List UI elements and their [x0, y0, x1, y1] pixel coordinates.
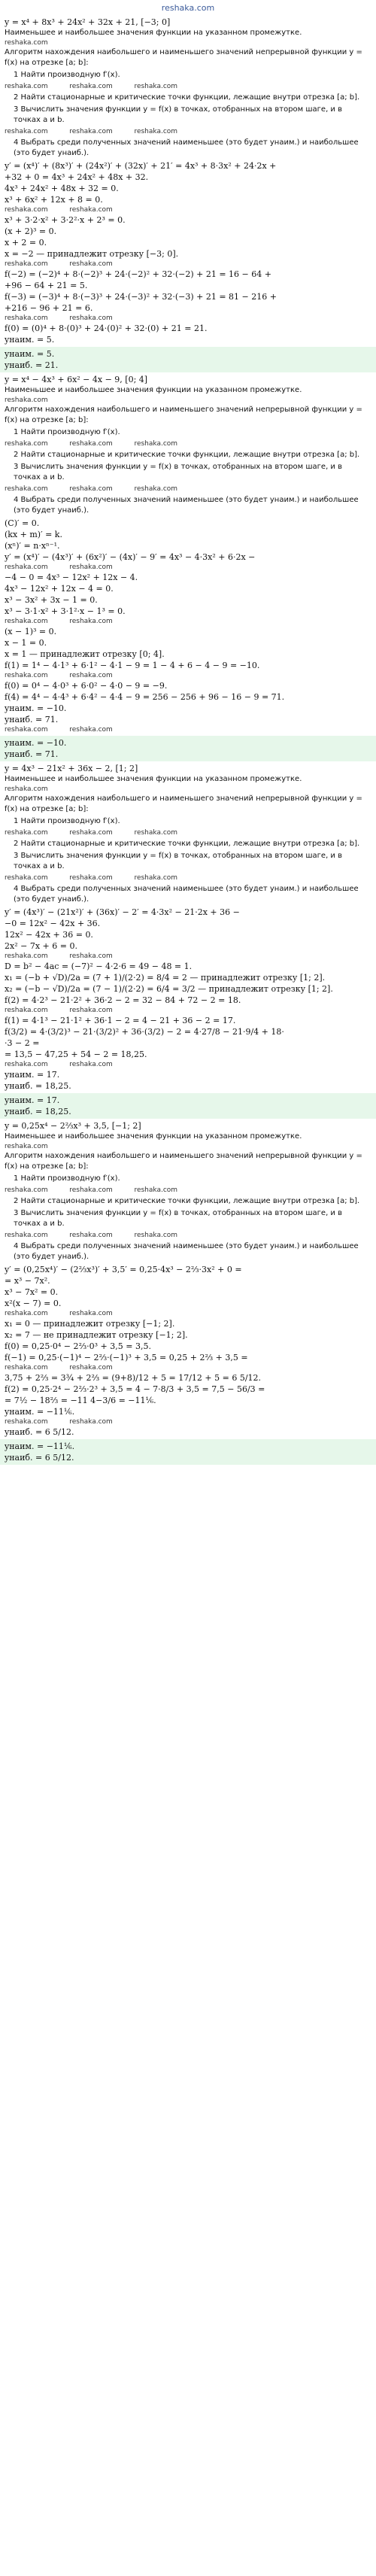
- watermark: reshaka.com: [69, 1061, 113, 1068]
- watermark: reshaka.com: [5, 1418, 48, 1426]
- watermark: reshaka.com: [69, 726, 113, 734]
- watermark-row: [5, 617, 371, 626]
- solution-line: x − 1 = 0.: [5, 638, 47, 648]
- solution-line: yнаиб. = 18,25.: [5, 1081, 71, 1091]
- solution-line: (C)′ = 0.: [5, 518, 40, 528]
- watermark: reshaka.com: [134, 829, 178, 837]
- watermark-row: [5, 1006, 371, 1015]
- solution-line: = 7½ − 18⅔ = −11 4−3/6 = −11⅙.: [5, 1396, 156, 1405]
- solution-line: yнаим. = −11⅙.: [5, 1407, 75, 1417]
- watermark: reshaka.com: [5, 785, 48, 793]
- solution-line: f(0) = (0)⁴ + 8·(0)³ + 24·(0)² + 32·(0) + 21 = 21.: [5, 324, 208, 333]
- task-formula: y = 4x³ − 21x² + 36x − 2, [1; 2]: [5, 764, 138, 773]
- answer-max: yнаиб. = 18,25.: [5, 1107, 71, 1116]
- watermark: reshaka.com: [5, 618, 48, 625]
- watermark: reshaka.com: [69, 1007, 113, 1014]
- watermark-row: [5, 725, 371, 734]
- task-section: [5, 17, 371, 372]
- task-section: [5, 763, 371, 1119]
- algorithm-title: Наименьшее и наибольшее значения функции на указанном промежутке.: [5, 29, 302, 37]
- solution-line: +32 + 0 = 4x³ + 24x² + 48x + 32.: [5, 172, 149, 182]
- watermark: reshaka.com: [5, 396, 48, 404]
- watermark: reshaka.com: [5, 440, 48, 448]
- watermark: reshaka.com: [69, 260, 113, 268]
- solution-line: x = −2 — принадлежит отрезку [−3; 0].: [5, 249, 179, 259]
- solution-line: f(1) = 4·1³ − 21·1² + 36·1 − 2 = 4 − 21 + 36 − 2 = 17.: [5, 1016, 236, 1025]
- solution-line: x³ + 3·2·x² + 3·2²·x + 2³ = 0.: [5, 215, 126, 225]
- watermark-row: [5, 1363, 371, 1372]
- solution-line: D = b² − 4ac = (−7)² − 4·2·6 = 49 − 48 = 1.: [5, 961, 193, 971]
- solution-line: y′ = (4x³)′ − (21x²)′ + (36x)′ − 2′ = 4·3x² − 21·2x + 36 −: [5, 907, 240, 917]
- watermark: reshaka.com: [134, 874, 178, 882]
- watermark-row: [5, 396, 371, 405]
- watermark: reshaka.com: [5, 726, 48, 734]
- watermark-row: [5, 38, 371, 47]
- watermark-row: [5, 314, 371, 323]
- solution-line: y′ = (x⁴)′ + (8x³)′ + (24x²)′ + (32x)′ + 21′ = 4x³ + 8·3x² + 24·2x +: [5, 161, 277, 171]
- solution-line: f(0) = 0⁴ − 4·0³ + 6·0² − 4·0 − 9 = −9.: [5, 681, 168, 691]
- algorithm-step: 3 Вычислить значения функции y = f(x) в точках, отобранных на втором шаге, и в точках a и b.: [14, 463, 342, 481]
- algorithm-intro: Алгоритм нахождения наибольшего и наименьшего значений непрерывной функции y = f(x) на отрезке [a; b]:: [5, 794, 362, 813]
- solution-line: (x + 2)³ = 0.: [5, 226, 57, 236]
- watermark: reshaka.com: [134, 83, 178, 90]
- watermark-row: [5, 1186, 371, 1195]
- algorithm-step: 1 Найти производную f′(x).: [14, 428, 120, 436]
- watermark: reshaka.com: [5, 672, 48, 679]
- solution-line: +216 − 96 + 21 = 6.: [5, 303, 93, 313]
- solution-line: x²(x − 7) = 0.: [5, 1299, 62, 1308]
- solution-line: yнаим. = 5.: [5, 335, 55, 345]
- answer-min: yнаим. = −11⅙.: [5, 1441, 75, 1451]
- solution-line: x₂ = 7 — не принадлежит отрезку [−1; 2].: [5, 1330, 188, 1340]
- watermark-row: [5, 1142, 371, 1151]
- watermark: reshaka.com: [69, 564, 113, 571]
- watermark: reshaka.com: [134, 440, 178, 448]
- solution-line: f(0) = 0,25·0⁴ − 2⅔·0³ + 3,5 = 3,5.: [5, 1341, 151, 1351]
- watermark: reshaka.com: [69, 618, 113, 625]
- watermark: reshaka.com: [69, 128, 113, 135]
- watermark: reshaka.com: [69, 1186, 113, 1194]
- watermark: reshaka.com: [134, 1232, 178, 1239]
- watermark: reshaka.com: [5, 564, 48, 571]
- watermark: reshaka.com: [5, 1310, 48, 1317]
- solution-line: f(−1) = 0,25·(−1)⁴ − 2⅔·(−1)³ + 3,5 = 0,25 + 2⅔ + 3,5 =: [5, 1353, 248, 1362]
- solution-line: 3,75 + 2⅔ = 3¾ + 2⅔ = (9+8)/12 + 5 = 17/12 + 5 = 6 5/12.: [5, 1373, 262, 1383]
- solution-line: (xⁿ)′ = n·xⁿ⁻¹.: [5, 541, 60, 551]
- watermark: reshaka.com: [134, 1186, 178, 1194]
- solution-line: 12x² − 42x + 36 = 0.: [5, 930, 93, 940]
- watermark-row: [5, 439, 371, 448]
- answer-min: yнаим. = 17.: [5, 1095, 60, 1105]
- site-header: [0, 0, 376, 17]
- solution-line: yнаиб. = 71.: [5, 715, 59, 724]
- solution-line: (x − 1)³ = 0.: [5, 627, 57, 636]
- watermark: reshaka.com: [69, 874, 113, 882]
- watermark: reshaka.com: [5, 1186, 48, 1194]
- watermark: reshaka.com: [5, 1143, 48, 1150]
- algorithm-step: 4 Выбрать среди полученных значений наименьшее (это будет yнаим.) и наибольшее (это будет yнаиб.).: [14, 496, 359, 515]
- watermark-row: [5, 563, 371, 572]
- solution-line: f(−2) = (−2)⁴ + 8·(−2)³ + 24·(−2)² + 32·(−2) + 21 = 16 − 64 +: [5, 269, 271, 279]
- watermark-row: [5, 82, 371, 91]
- solution-line: x₁ = (−b + √D)/2a = (7 + 1)/(2·2) = 8/4 = 2 — принадлежит отрезку [1; 2].: [5, 973, 326, 983]
- answer-min: yнаим. = 5.: [5, 349, 55, 359]
- solution-line: x₁ = 0 — принадлежит отрезку [−1; 2].: [5, 1319, 175, 1329]
- solution-line: −4 − 0 = 4x³ − 12x² + 12x − 4.: [5, 573, 138, 582]
- watermark: reshaka.com: [5, 128, 48, 135]
- watermark: reshaka.com: [69, 83, 113, 90]
- watermark: reshaka.com: [5, 1007, 48, 1014]
- task-formula: y = x⁴ + 8x³ + 24x² + 32x + 21, [−3; 0]: [5, 17, 171, 27]
- watermark: reshaka.com: [5, 1364, 48, 1372]
- solution-line: 4x³ + 24x² + 48x + 32 = 0.: [5, 184, 119, 193]
- solution-line: yнаиб. = 6 5/12.: [5, 1427, 74, 1437]
- watermark: reshaka.com: [5, 83, 48, 90]
- watermark-row: [5, 260, 371, 269]
- watermark: reshaka.com: [5, 39, 48, 47]
- solution-line: f(4) = 4⁴ − 4·4³ + 6·4² − 4·4 − 9 = 256 − 256 + 96 − 16 − 9 = 71.: [5, 692, 285, 702]
- watermark: reshaka.com: [5, 314, 48, 322]
- solution-line: y′ = (x⁴)′ − (4x³)′ + (6x²)′ − (4x)′ − 9′ = 4x³ − 4·3x² + 6·2x −: [5, 552, 256, 562]
- watermark-row: [5, 828, 371, 837]
- solution-line: x = 1 — принадлежит отрезку [0; 4].: [5, 649, 165, 659]
- watermark: reshaka.com: [69, 1232, 113, 1239]
- answer-box: [0, 1093, 376, 1119]
- watermark: reshaka.com: [69, 829, 113, 837]
- algorithm-step: 2 Найти стационарные и критические точки функции, лежащие внутри отрезка [a; b].: [14, 93, 360, 102]
- site-name: reshaka.com: [161, 3, 215, 13]
- solution-line: x₂ = (−b − √D)/2a = (7 − 1)/(2·2) = 6/4 = 3/2 — принадлежит отрезку [1; 2].: [5, 984, 333, 994]
- algorithm-step: 3 Вычислить значения функции y = f(x) в точках, отобранных на втором шаге, и в точках a и b.: [14, 1209, 342, 1228]
- watermark: reshaka.com: [69, 1364, 113, 1372]
- algorithm-step: 4 Выбрать среди полученных значений наименьшее (это будет yнаим.) и наибольшее (это будет yнаиб.).: [14, 885, 359, 904]
- solution-line: x³ − 3·1·x² + 3·1²·x − 1³ = 0.: [5, 606, 126, 616]
- answer-max: yнаиб. = 71.: [5, 749, 59, 759]
- watermark-row: [5, 952, 371, 961]
- watermark: reshaka.com: [69, 440, 113, 448]
- watermark-row: [5, 485, 371, 494]
- solution-line: f(3/2) = 4·(3/2)³ − 21·(3/2)² + 36·(3/2) − 2 = 4·27/8 − 21·9/4 + 18·: [5, 1027, 284, 1037]
- algorithm-step: 2 Найти стационарные и критические точки функции, лежащие внутри отрезка [a; b].: [14, 840, 360, 848]
- algorithm-intro: Алгоритм нахождения наибольшего и наименьшего значений непрерывной функции y = f(x) на отрезке [a; b]:: [5, 1152, 362, 1171]
- solution-line: f(−3) = (−3)⁴ + 8·(−3)³ + 24·(−3)² + 32·(−3) + 21 = 81 − 216 +: [5, 292, 277, 302]
- answer-box: [0, 347, 376, 372]
- task-section: [5, 1120, 371, 1465]
- solution-line: ·3 − 2 =: [5, 1038, 40, 1048]
- solution-line: 2x² − 7x + 6 = 0.: [5, 941, 77, 951]
- watermark: reshaka.com: [69, 485, 113, 493]
- watermark: reshaka.com: [134, 485, 178, 493]
- algorithm-title: Наименьшее и наибольшее значения функции на указанном промежутке.: [5, 386, 302, 394]
- answer-box: [0, 1439, 376, 1465]
- solution-line: yнаим. = −10.: [5, 703, 67, 713]
- solution-line: +96 − 64 + 21 = 5.: [5, 281, 88, 290]
- watermark-row: [5, 671, 371, 680]
- solution-line: x³ − 3x² + 3x − 1 = 0.: [5, 595, 98, 605]
- watermark-row: [5, 1309, 371, 1318]
- task-section: [5, 374, 371, 761]
- watermark: reshaka.com: [5, 874, 48, 882]
- solution-line: yнаим. = 17.: [5, 1070, 60, 1080]
- solution-line: x + 2 = 0.: [5, 238, 47, 248]
- watermark: reshaka.com: [69, 314, 113, 322]
- solution-line: −0 = 12x² − 42x + 36.: [5, 919, 101, 928]
- solution-line: y′ = (0,25x⁴)′ − (2⅔x³)′ + 3,5′ = 0,25·4x³ − 2⅔·3x² + 0 =: [5, 1265, 242, 1274]
- algorithm-step: 2 Найти стационарные и критические точки функции, лежащие внутри отрезка [a; b].: [14, 1197, 360, 1205]
- watermark: reshaka.com: [134, 128, 178, 135]
- solution-line: = 13,5 − 47,25 + 54 − 2 = 18,25.: [5, 1050, 147, 1059]
- answer-max: yнаиб. = 21.: [5, 360, 59, 370]
- watermark: reshaka.com: [5, 829, 48, 837]
- algorithm-step: 3 Вычислить значения функции y = f(x) в точках, отобранных на втором шаге, и в точках a и b.: [14, 852, 342, 870]
- watermark: reshaka.com: [69, 1418, 113, 1426]
- solution-line: 4x³ − 12x² + 12x − 4 = 0.: [5, 584, 114, 594]
- solution-line: f(1) = 1⁴ − 4·1³ + 6·1² − 4·1 − 9 = 1 − 4 + 6 − 4 − 9 = −10.: [5, 661, 260, 670]
- watermark: reshaka.com: [69, 1310, 113, 1317]
- watermark: reshaka.com: [5, 206, 48, 214]
- watermark-row: [5, 1060, 371, 1069]
- watermark-row: [5, 205, 371, 214]
- algorithm-intro: Алгоритм нахождения наибольшего и наименьшего значений непрерывной функции y = f(x) на отрезке [a; b]:: [5, 406, 362, 424]
- algorithm-step: 3 Вычислить значения функции y = f(x) в точках, отобранных на втором шаге, и в точках a и b.: [14, 105, 342, 124]
- solution-line: f(2) = 4·2³ − 21·2² + 36·2 − 2 = 32 − 84 + 72 − 2 = 18.: [5, 995, 241, 1005]
- watermark: reshaka.com: [69, 952, 113, 960]
- watermark-row: [5, 873, 371, 882]
- solution-line: x³ − 7x² = 0.: [5, 1287, 59, 1297]
- answer-max: yнаиб. = 6 5/12.: [5, 1453, 74, 1463]
- algorithm-step: 1 Найти производную f′(x).: [14, 817, 120, 825]
- algorithm-step: 1 Найти производную f′(x).: [14, 71, 120, 79]
- watermark: reshaka.com: [5, 1061, 48, 1068]
- watermark: reshaka.com: [69, 672, 113, 679]
- answer-box: [0, 736, 376, 761]
- watermark: reshaka.com: [5, 952, 48, 960]
- watermark: reshaka.com: [5, 260, 48, 268]
- task-formula: y = x⁴ − 4x³ + 6x² − 4x − 9, [0; 4]: [5, 375, 148, 384]
- algorithm-step: 2 Найти стационарные и критические точки функции, лежащие внутри отрезка [a; b].: [14, 451, 360, 459]
- algorithm-title: Наименьшее и наибольшее значения функции на указанном промежутке.: [5, 1132, 302, 1141]
- document: [0, 17, 376, 1465]
- watermark: reshaka.com: [5, 485, 48, 493]
- algorithm-step: 1 Найти производную f′(x).: [14, 1174, 120, 1183]
- solution-line: f(2) = 0,25·2⁴ − 2⅔·2³ + 3,5 = 4 − 7·8/3 + 3,5 = 7,5 − 56/3 =: [5, 1384, 265, 1394]
- solution-line: = x³ − 7x².: [5, 1276, 50, 1286]
- algorithm-step: 4 Выбрать среди полученных значений наименьшее (это будет yнаим.) и наибольшее (это будет yнаиб.).: [14, 138, 359, 157]
- algorithm-title: Наименьшее и наибольшее значения функции на указанном промежутке.: [5, 775, 302, 783]
- watermark-row: [5, 127, 371, 136]
- algorithm-intro: Алгоритм нахождения наибольшего и наименьшего значений непрерывной функции y = f(x) на отрезке [a; b]:: [5, 48, 362, 67]
- answer-min: yнаим. = −10.: [5, 738, 67, 748]
- watermark: reshaka.com: [5, 1232, 48, 1239]
- watermark-row: [5, 1417, 371, 1426]
- watermark-row: [5, 1231, 371, 1240]
- watermark-row: [5, 785, 371, 794]
- watermark: reshaka.com: [69, 206, 113, 214]
- algorithm-step: 4 Выбрать среди полученных значений наименьшее (это будет yнаим.) и наибольшее (это будет yнаиб.).: [14, 1242, 359, 1261]
- task-formula: y = 0,25x⁴ − 2⅔x³ + 3,5, [−1; 2]: [5, 1121, 141, 1131]
- solution-line: x³ + 6x² + 12x + 8 = 0.: [5, 195, 103, 205]
- solution-line: (kx + m)′ = k.: [5, 530, 62, 539]
